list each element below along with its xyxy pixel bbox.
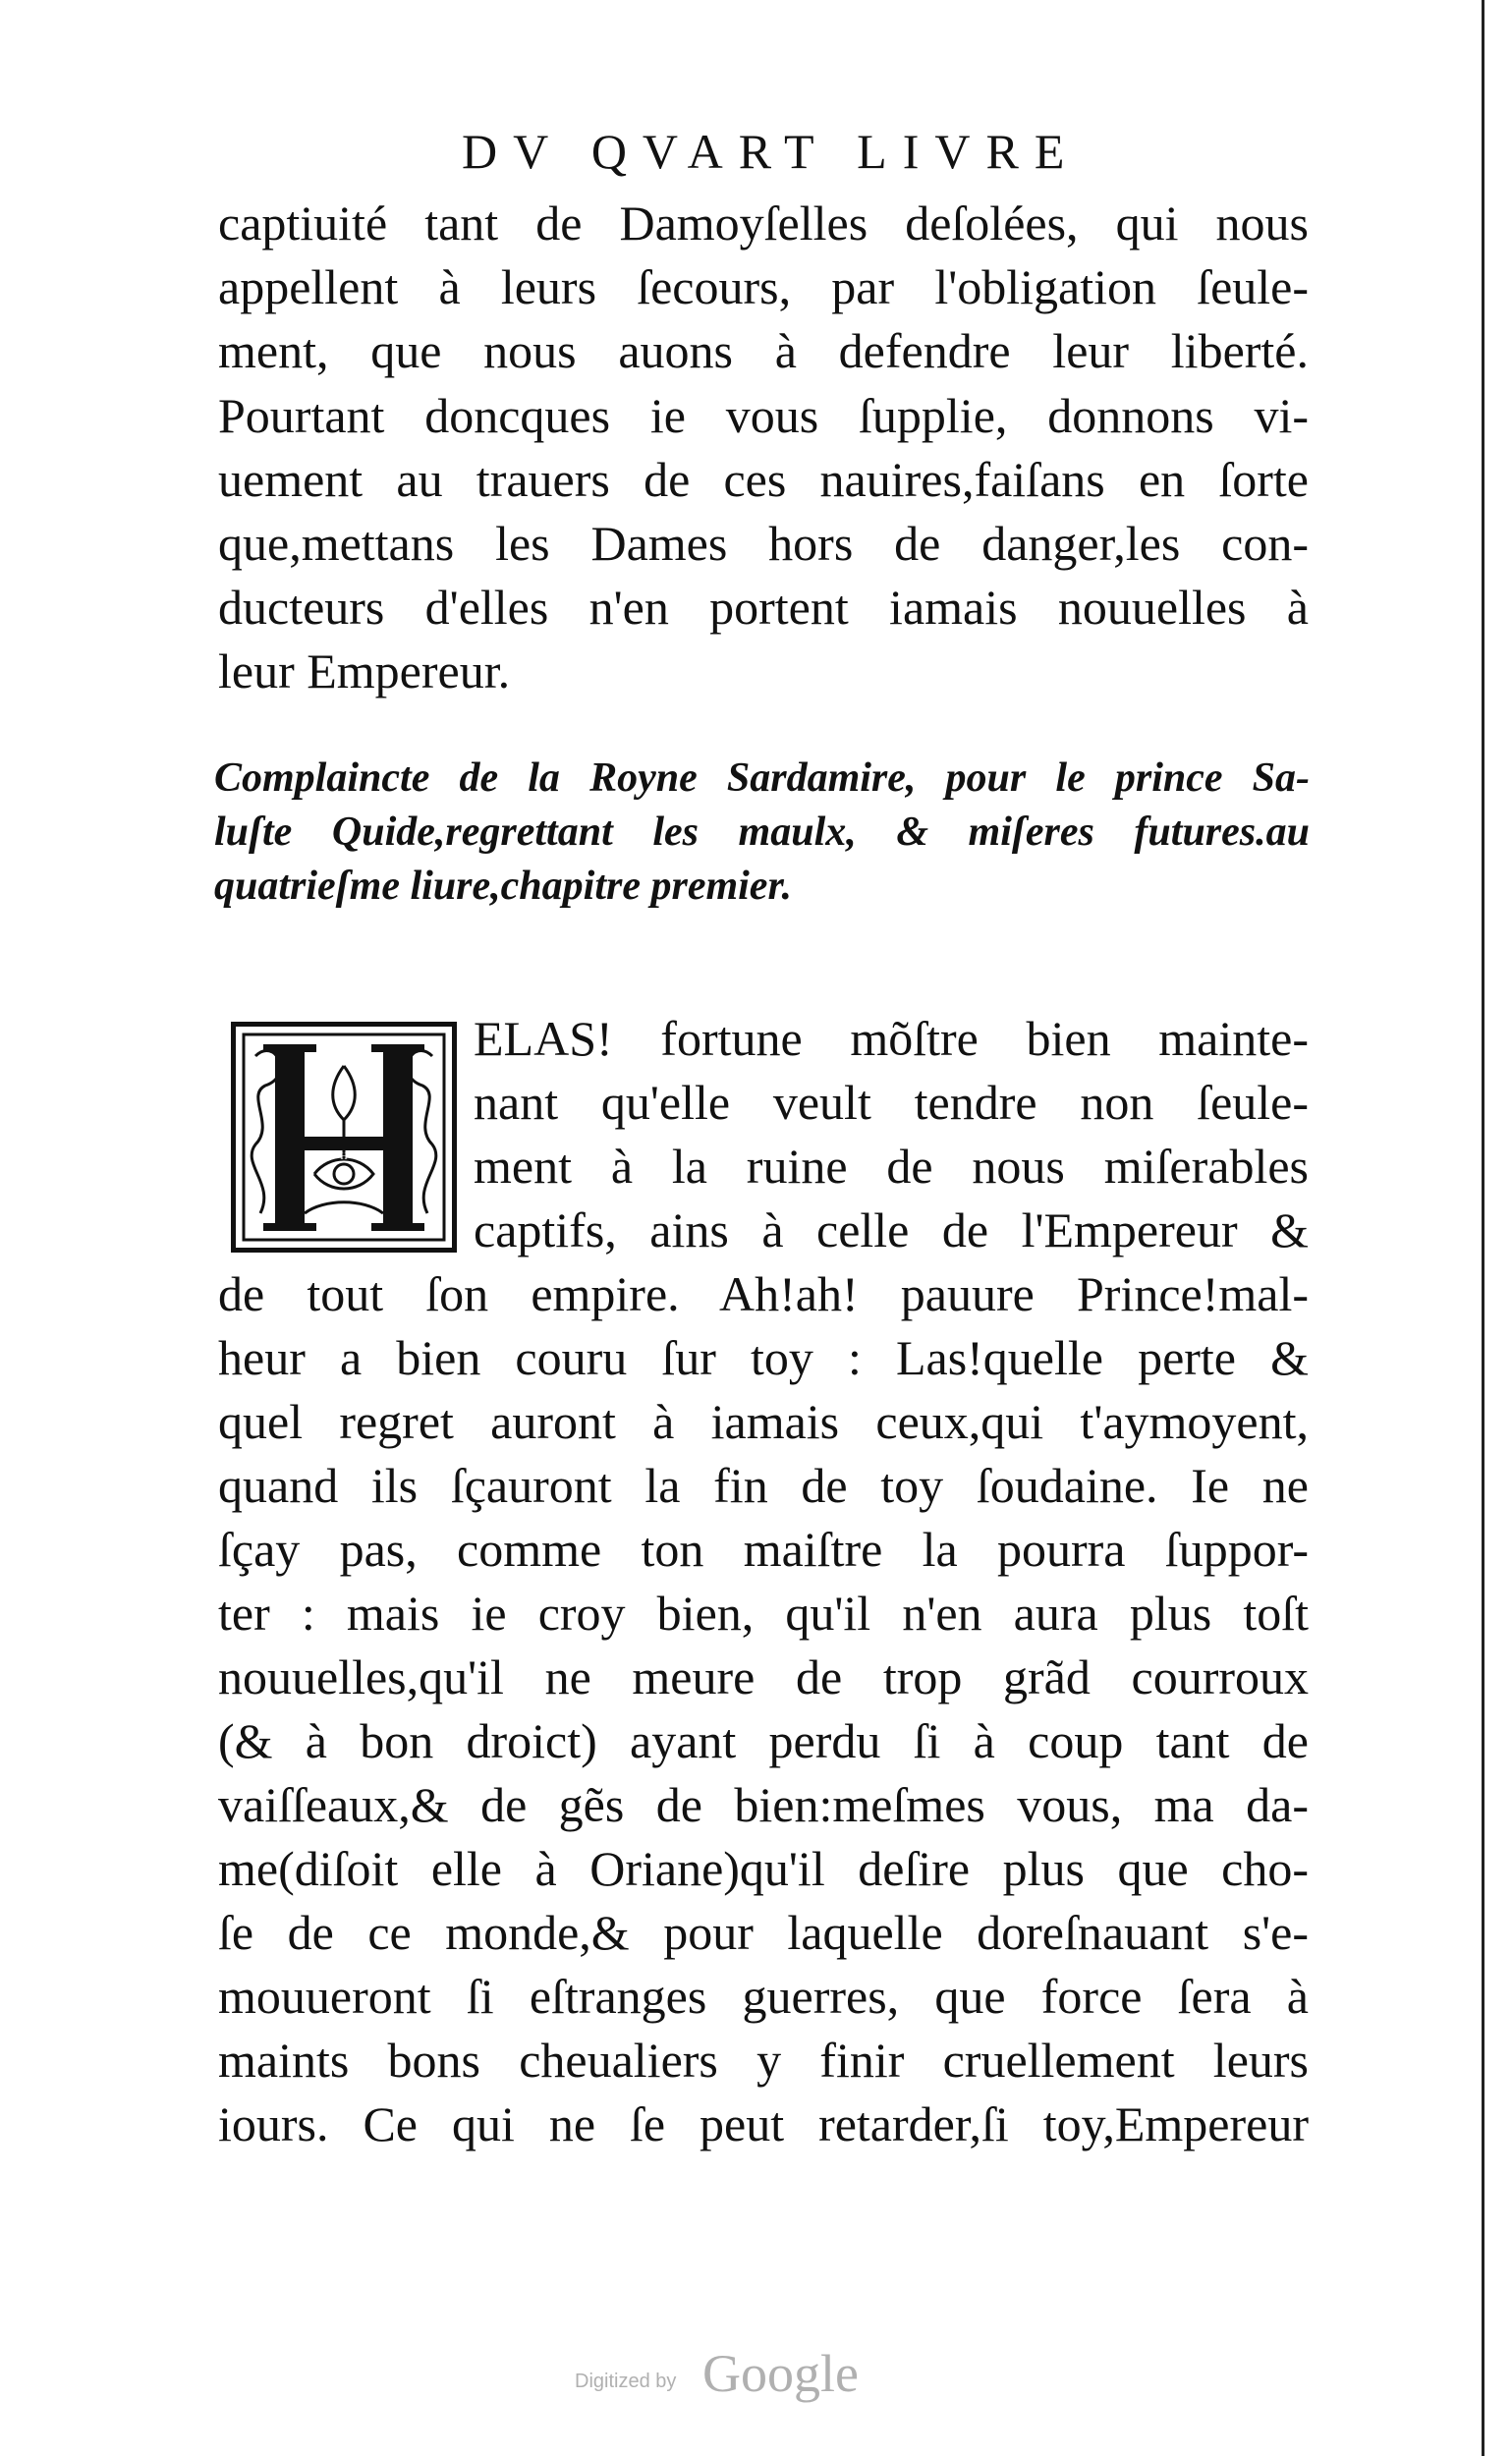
text-line: quel regret auront à iamais ceux,qui t'aymoyent,: [218, 1394, 1309, 1449]
text-line: heur a bien couru ſur toy : Las!quelle perte &: [218, 1330, 1309, 1385]
text-line: ſe de ce monde,& pour laquelle doreſnauant s'e-: [218, 1905, 1309, 1960]
text-line: vaiſſeaux,& de gẽs de bien:meſmes vous, ma da-: [218, 1777, 1309, 1832]
text-line: nouuelles,qu'il ne meure de trop grãd courroux: [218, 1649, 1309, 1704]
text-line: ment à la ruine de nous miſerables: [474, 1139, 1309, 1194]
body-text-main: [218, 1007, 1309, 2156]
text-line: me(diſoit elle à Oriane)qu'il deſire plus que cho-: [218, 1841, 1309, 1896]
text-line: de tout ſon empire. Ah!ah! pauure Prince!mal-: [218, 1266, 1309, 1321]
text-line: appellent à leurs ſecours, par l'obligation ſeule-: [218, 259, 1309, 315]
text-line: ducteurs d'elles n'en portent iamais nouuelles à: [218, 580, 1309, 636]
heading-line: quatrieſme liure,chapitre premier.: [214, 864, 792, 909]
heading-line: luſte Quide,regrettant les maulx, & miſeres futures.au: [214, 809, 1310, 855]
text-line: ter : mais ie croy bien, qu'il n'en aura plus toſt: [218, 1586, 1309, 1641]
text-line: ment, que nous auons à defendre leur liberté.: [218, 323, 1309, 379]
text-line: nant qu'elle veult tendre non ſeule-: [474, 1075, 1309, 1130]
text-line: ſçay pas, comme ton maiſtre la pourra ſuppor-: [218, 1522, 1309, 1577]
google-logo: Google: [702, 2344, 859, 2403]
text-line: iours. Ce qui ne ſe peut retarder,ſi toy,Empereur: [218, 2096, 1309, 2151]
text-line: mouueront ſi eſtranges guerres, que force ſera à: [218, 1969, 1309, 2024]
initial-letter: H: [340, 1151, 348, 1162]
page-edge-line: [1482, 0, 1484, 2456]
text-line: ELAS! fortune mõſtre bien mainte-: [474, 1011, 1309, 1066]
text-line: que,mettans les Dames hors de danger,les con-: [218, 516, 1309, 572]
text-line: leur Empereur.: [218, 643, 511, 699]
chapter-heading: [214, 752, 1310, 914]
text-line: uement au trauers de ces nauires,faiſans en ſorte: [218, 451, 1309, 507]
running-header: DV QVART LIVRE: [462, 124, 1081, 179]
body-text-top: [218, 192, 1309, 704]
text-line: (& à bon droict) ayant perdu ſi à coup tant de: [218, 1713, 1309, 1768]
digitized-watermark: [575, 2343, 928, 2402]
digitized-by-label: Digitized by: [575, 2371, 677, 2392]
text-line: captiuité tant de Damoyſelles deſolées, qui nous: [218, 195, 1309, 251]
text-line: Pourtant doncques ie vous ſupplie, donnons vi-: [218, 387, 1309, 443]
text-line: captifs, ains à celle de l'Empereur &: [474, 1202, 1309, 1257]
text-line: maints bons cheualiers y finir cruellement leurs: [218, 2033, 1309, 2088]
text-line: quand ils ſçauront la fin de toy ſoudaine. Ie ne: [218, 1458, 1309, 1513]
heading-line: Complaincte de la Royne Sardamire, pour le prince Sa-: [214, 755, 1310, 801]
